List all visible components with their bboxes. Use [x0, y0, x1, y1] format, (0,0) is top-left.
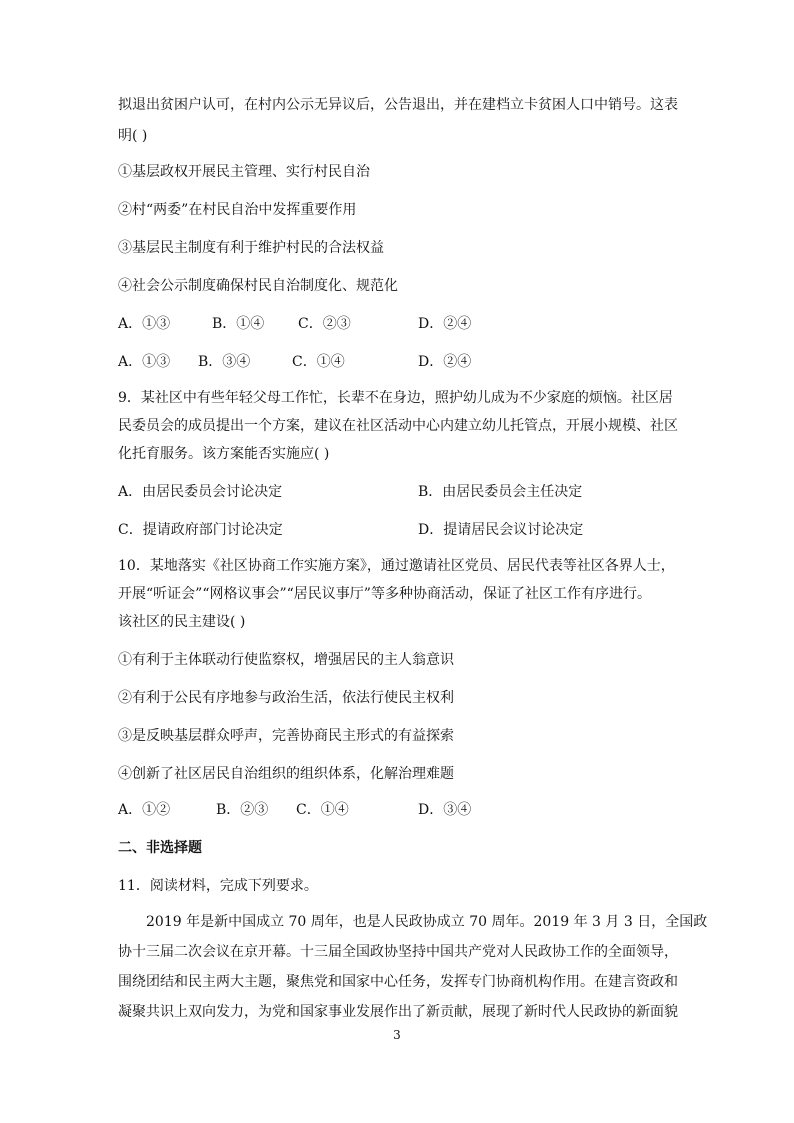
section-heading: 二、非选择题	[118, 840, 202, 856]
q8-alt-option-d: D．②④	[418, 354, 472, 370]
q9-option-c: C．提请政府部门讨论决定	[118, 522, 283, 538]
q9-line-3: 化托育服务。该方案能否实施应( )	[118, 446, 330, 462]
q8-option-c: C．②③	[298, 316, 351, 332]
q10-line-2: 开展“听证会”“网格议事会”“居民议事厅”等多种协商活动，保证了社区工作有序进行。	[118, 586, 651, 602]
q10-option-c: C．①④	[296, 802, 349, 818]
q10-statement-1: ①有利于主体联动行使监察权，增强居民的主人翁意识	[118, 652, 454, 668]
q9-option-b: B．由居民委员会主任决定	[418, 484, 583, 500]
q8-option-d: D．②④	[418, 316, 472, 332]
q10-statement-2: ②有利于公民有序地参与政治生活，依法行使民主权利	[118, 690, 454, 706]
q8-option-a: A．①③	[118, 316, 171, 332]
q10-option-b: B．②③	[216, 802, 269, 818]
q8-statement-3: ③基层民主制度有利于维护村民的合法权益	[118, 240, 384, 256]
q10-statement-4: ④创新了社区居民自治组织的组织体系，化解治理难题	[118, 766, 454, 782]
q8-alt-option-a: A．①③	[118, 354, 171, 370]
q11-paragraph-line-4: 凝聚共识上双向发力，为党和国家事业发展作出了新贡献，展现了新时代人民政协的新面貌	[118, 1004, 678, 1020]
q11-line-1: 11．阅读材料，完成下列要求。	[118, 878, 318, 894]
q8-option-b: B．①④	[212, 316, 265, 332]
q8-alt-option-c: C．①④	[292, 354, 345, 370]
q9-line-1: 9．某社区中有些年轻父母工作忙，长辈不在身边，照护幼儿成为不少家庭的烦恼。社区居	[118, 390, 673, 406]
page-number: 3	[393, 1028, 401, 1042]
q11-paragraph-line-2: 协十三届二次会议在京开幕。十三届全国政协坚持中国共产党对人民政协工作的全面领导，	[118, 944, 678, 960]
q8-statement-2: ②村“两委”在村民自治中发挥重要作用	[118, 202, 357, 218]
q11-paragraph-line-1: 2019 年是新中国成立 70 周年，也是人民政协成立 70 周年。2019 年 3 月 3 日，全国政	[146, 914, 708, 930]
q9-line-2: 民委员会的成员提出一个方案，建议在社区活动中心内建立幼儿托管点，开展小规模、社区	[118, 418, 678, 434]
q8-line-2: 明( )	[118, 128, 148, 144]
q8-statement-1: ①基层政权开展民主管理、实行村民自治	[118, 164, 370, 180]
q10-option-a: A．①②	[118, 802, 171, 818]
q8-line-1: 拟退出贫困户认可，在村内公示无异议后，公告退出，并在建档立卡贫困人口中销号。这表	[118, 97, 678, 113]
q9-option-a: A．由居民委员会讨论决定	[118, 484, 283, 500]
q10-line-3: 该社区的民主建设( )	[118, 614, 246, 630]
q8-statement-4: ④社会公示制度确保村民自治制度化、规范化	[118, 278, 398, 294]
q11-paragraph-line-3: 围绕团结和民主两大主题，聚焦党和国家中心任务，发挥专门协商机构作用。在建言资政和	[118, 974, 678, 990]
q9-option-d: D．提请居民会议讨论决定	[418, 522, 584, 538]
q10-statement-3: ③是反映基层群众呼声，完善协商民主形式的有益探索	[118, 728, 454, 744]
q10-option-d: D．③④	[418, 802, 472, 818]
q10-line-1: 10．某地落实《社区协商工作实施方案》，通过邀请社区党员、居民代表等社区各界人士，	[118, 558, 675, 574]
q8-alt-option-b: B．③④	[198, 354, 251, 370]
